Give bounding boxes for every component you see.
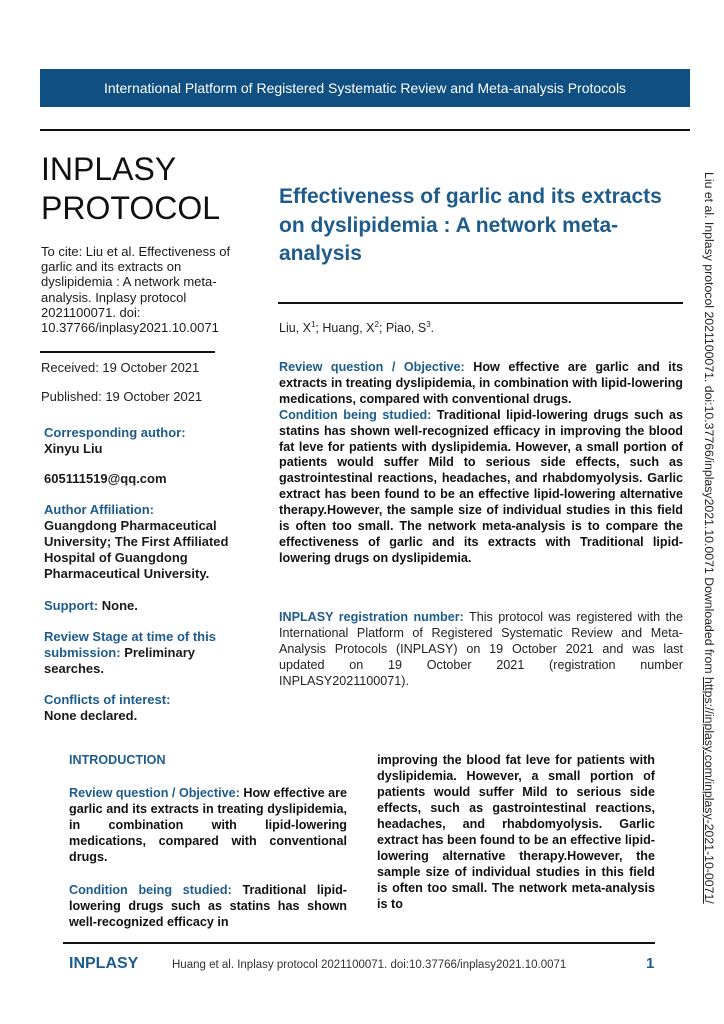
citation-text: To cite: Liu et al. Effectiveness of garlic and its extracts on dyslipidemia : A network meta-analysis. Inplasy protocol 2021100071. doi: 10.37766/inplasy2021.10.0071 — [41, 244, 231, 336]
top-divider — [40, 129, 690, 131]
support-label: Support: — [44, 598, 99, 613]
article-title: Effectiveness of garlic and its extracts on dyslipidemia : A network meta-analysis — [279, 185, 662, 265]
registration-text: This protocol was registered with the International Platform of Registered Systematic Review and Meta-Analysis Protocols (INPLASY) on 19 October 2021 and was last updated on 19 October 2021 (registration number INPLASY2021100071). — [279, 610, 683, 688]
intro-condition — [69, 882, 347, 930]
intro-review-text: How effective are garlic and its extracts in treating dyslipidemia, in combination with lipid-lowering medications, compared with conventional drugs. — [69, 786, 348, 864]
review-stage-label: Review Stage at time of this submission: — [44, 629, 216, 660]
intro-review-question — [69, 785, 347, 865]
conflicts-label: Conflicts of interest: — [44, 692, 171, 707]
protocol-heading — [41, 150, 220, 228]
corresponding-author-name: Xinyu Liu — [44, 441, 103, 456]
side-note-text: Liu et al. Inplasy protocol 2021100071. doi:10.37766/inplasy2021.10.0071 Downloaded from — [702, 172, 716, 677]
sidebar-divider — [40, 351, 215, 353]
author-name: Liu, X — [279, 321, 311, 336]
author-affil-num: 3 — [426, 320, 431, 329]
abstract-condition — [279, 408, 683, 567]
author-affiliation — [44, 502, 244, 582]
author-name: Huang, X — [322, 321, 375, 336]
title-divider — [278, 302, 683, 304]
author-affil-num: 2 — [374, 320, 379, 329]
condition-label: Condition being studied: — [279, 407, 432, 422]
protocol-heading-line1: INPLASY — [41, 151, 177, 187]
review-question-text: How effective are garlic and its extracts in treating dyslipidemia, in combination with lipid-lowering medications, compared with conventional drugs. — [279, 360, 683, 406]
affiliation-text: Guangdong Pharmaceutical University; The First Affiliated Hospital of Guangdong Pharmaceutical University. — [44, 518, 229, 581]
support-text: None. — [98, 598, 138, 613]
footer-brand: INPLASY — [69, 955, 139, 972]
author-list — [279, 320, 434, 335]
registration-label: INPLASY registration number: — [279, 610, 464, 624]
support — [44, 598, 244, 614]
registration-info — [279, 610, 683, 690]
platform-banner — [40, 69, 690, 107]
intro-condition-text: Traditional lipid-lowering drugs such as statins has shown well-recognized efficacy in — [69, 883, 347, 929]
download-link[interactable]: https://inplasy.com/inplasy-2021-10-0071/ — [702, 677, 716, 904]
abstract — [279, 360, 683, 567]
author-email[interactable]: 605111519@qq.com — [44, 471, 167, 486]
corresponding-author-label: Corresponding author: — [44, 425, 186, 440]
footer-divider — [63, 942, 655, 944]
banner-text: International Platform of Registered Systematic Review and Meta-analysis Protocols — [103, 80, 627, 96]
intro-condition-label: Condition being studied: — [69, 883, 232, 897]
conflicts-of-interest — [44, 692, 244, 724]
author-separator: ; — [315, 321, 323, 336]
received-date: Received: 19 October 2021 — [41, 360, 200, 375]
introduction-heading: INTRODUCTION — [69, 753, 166, 767]
review-stage — [44, 629, 244, 677]
side-download-note — [700, 172, 720, 912]
published-date: Published: 19 October 2021 — [41, 389, 203, 404]
page-number: 1 — [646, 955, 655, 972]
affiliation-label: Author Affiliation: — [44, 502, 154, 517]
abstract-review-question — [279, 360, 683, 408]
author-separator: ; — [378, 321, 386, 336]
footer-citation: Huang et al. Inplasy protocol 2021100071. doi:10.37766/inplasy2021.10.0071 — [172, 959, 567, 971]
intro-column-2: improving the blood fat leve for patients with dyslipidemia. However, a small portion of patients would suffer Mild to serious side effects, such as gastrointestinal reactions, headaches, and rhabdomyolysis. Garlic extract has been found to be an effective lipid-lowering alternative therapy.However, the sample size of individual studies in this field is often too small. The network meta-analysis is to — [377, 753, 655, 911]
corresponding-author — [44, 425, 244, 457]
author-separator: . — [430, 321, 435, 336]
protocol-heading-line2: PROTOCOL — [41, 190, 220, 226]
author-affil-num: 1 — [310, 320, 316, 329]
author-name: Piao, S — [385, 321, 427, 336]
intro-review-label: Review question / Objective: — [69, 786, 240, 800]
condition-text: Traditional lipid-lowering drugs such as statins has shown well-recognized efficacy in improving the blood fat leve for patients with dyslipidemia. However, a small portion of patients would suffer Mild to serious side effects, such as gastrointestinal reactions, headaches, and rhabdomyolysis. Garlic extract has been found to be an effective lipid-lowering alternative therapy.However, the sample size of individual studies in this field is often too small. The network meta-analysis is to compare the effectiveness of garlic and its extracts with Traditional lipid-lowering drugs on dyslipidemia. — [279, 407, 683, 565]
intro-column-1 — [69, 752, 347, 930]
review-stage-text: Preliminary searches. — [44, 645, 196, 676]
review-question-label: Review question / Objective: — [279, 360, 465, 374]
conflicts-text: None declared. — [44, 708, 138, 723]
